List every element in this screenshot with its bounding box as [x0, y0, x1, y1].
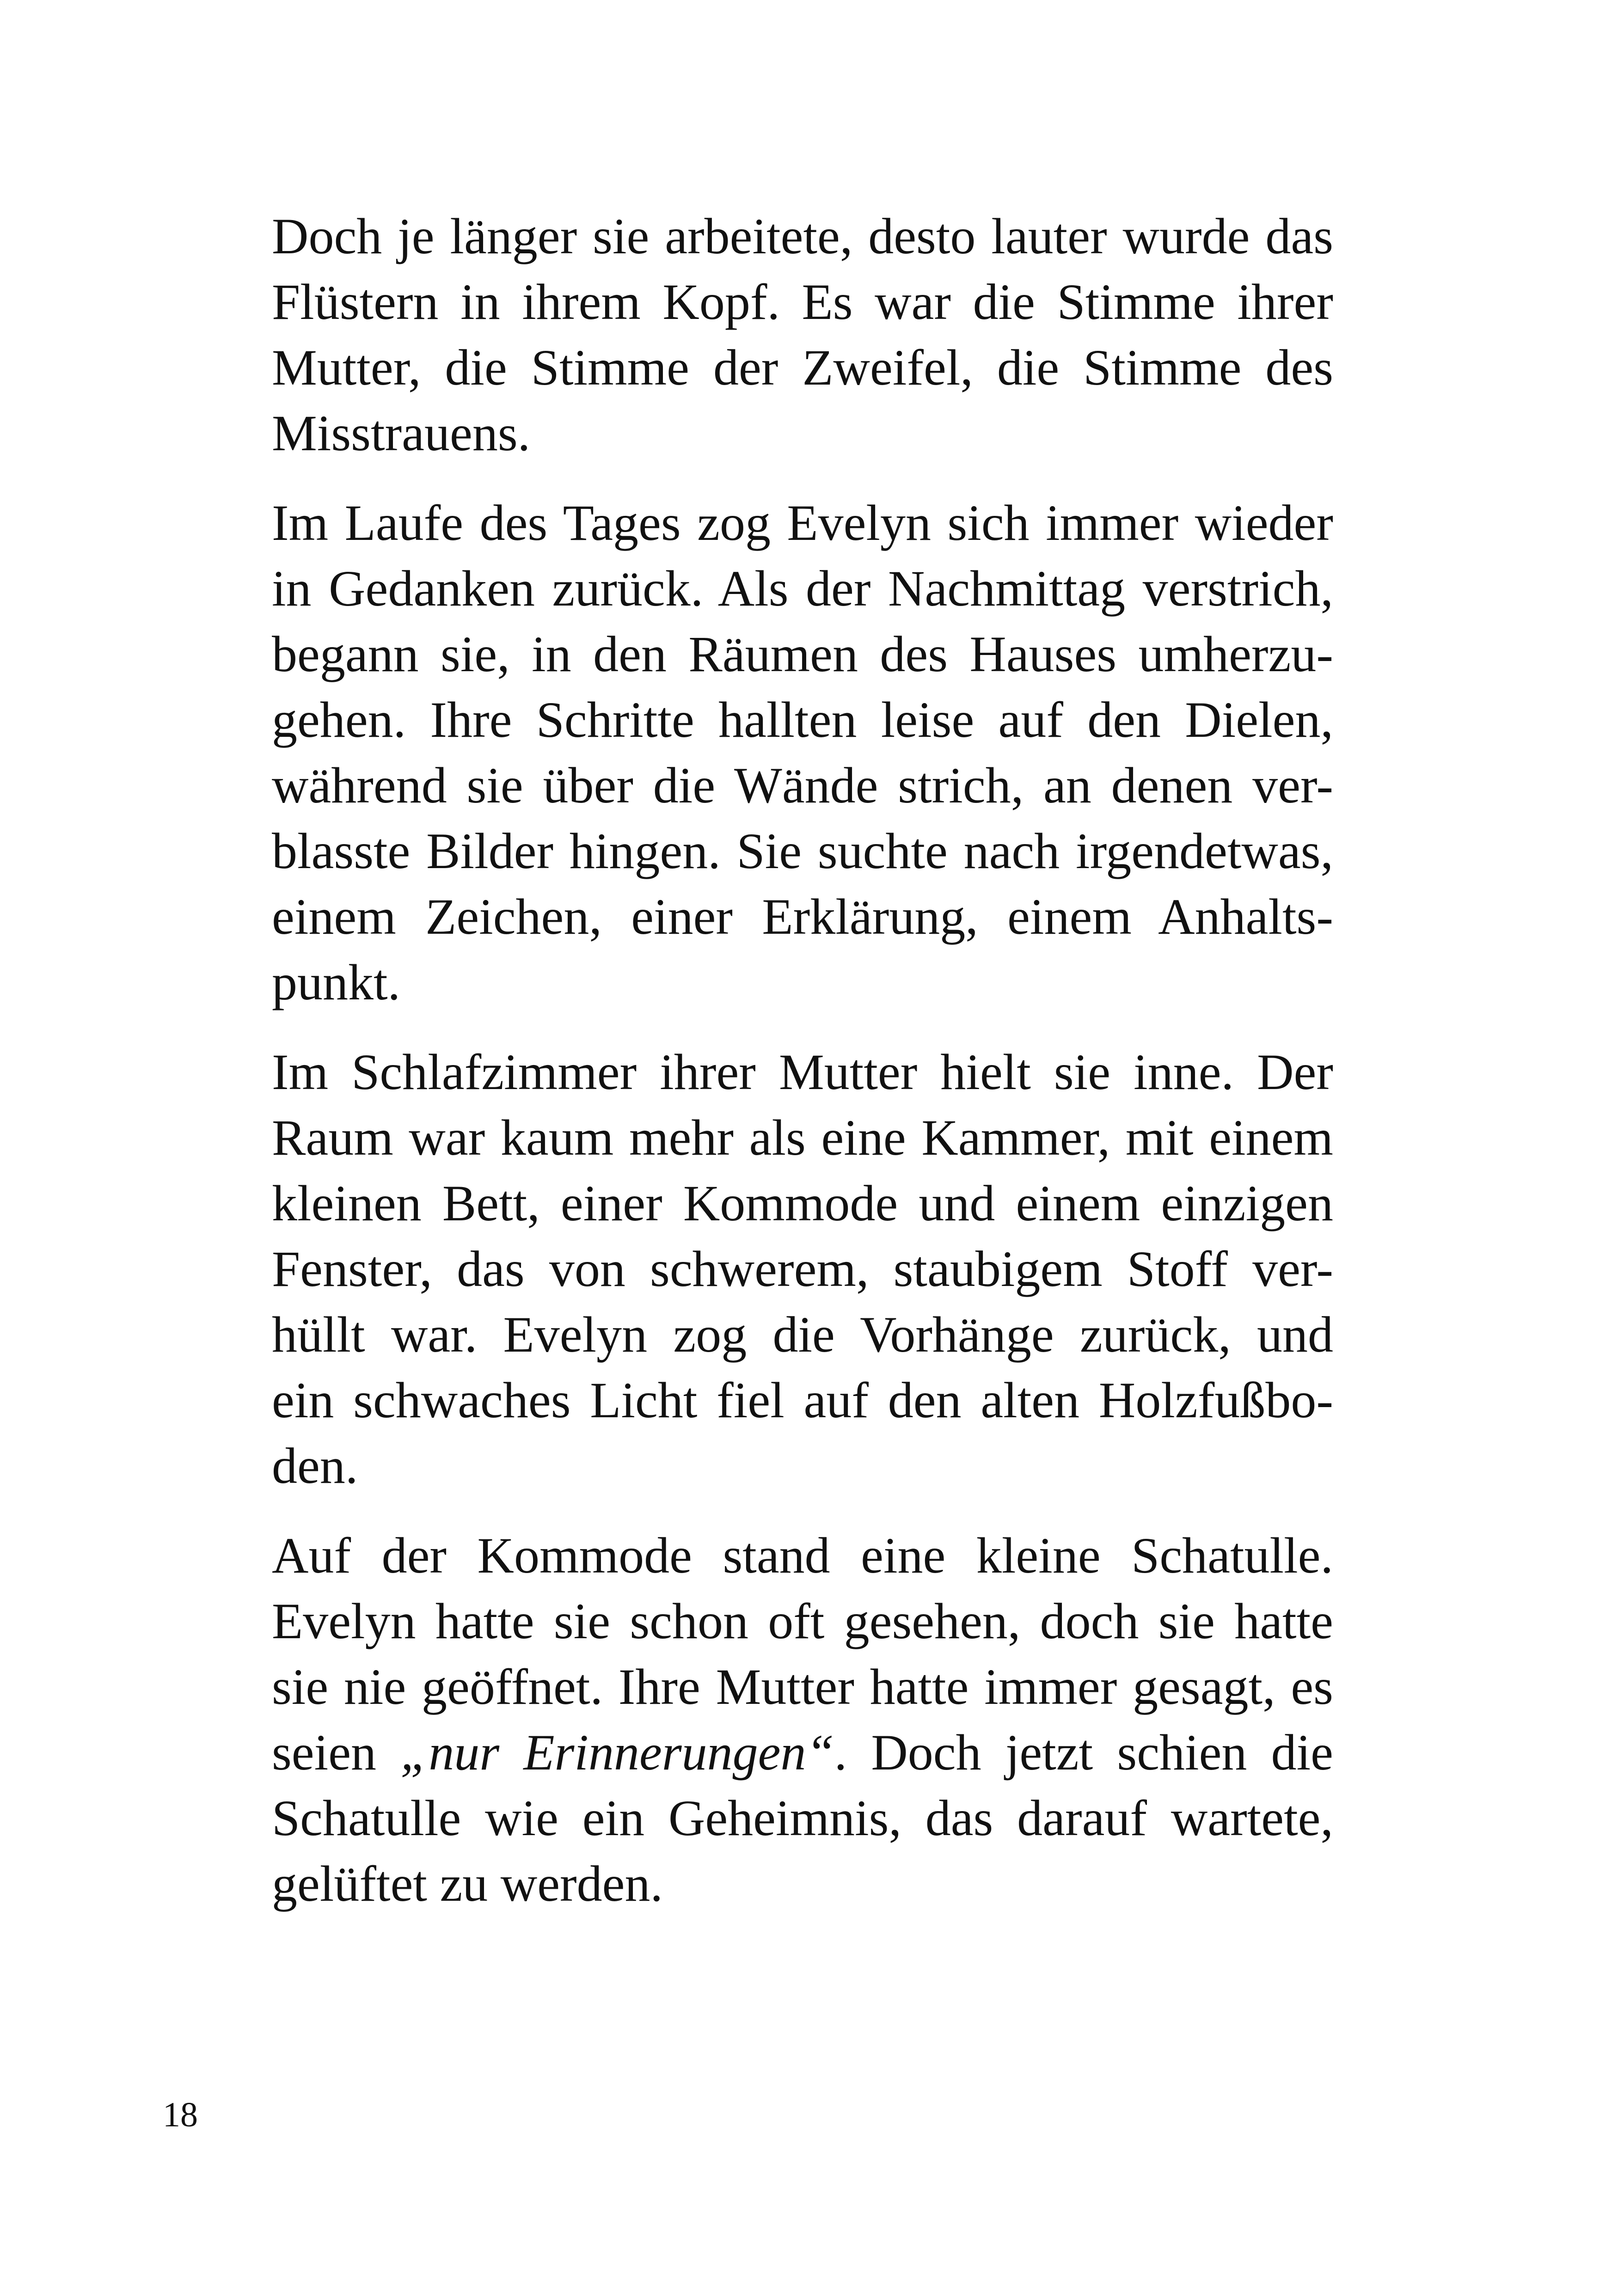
text-line: ein schwaches Licht fiel auf den alten Holzfußbo-	[272, 1372, 1333, 1428]
paragraph-2	[272, 490, 1333, 1015]
text-line: gelüftet zu werden.	[272, 1855, 663, 1912]
paragraph-4	[272, 1523, 1333, 1916]
text-line: in Gedanken zurück. Als der Nachmittag verstrich,	[272, 560, 1333, 617]
text-line: Doch je länger sie arbeitete, desto lauter wurde das	[272, 208, 1333, 264]
page-number: 18	[163, 2095, 198, 2134]
text-line: Im Schlafzimmer ihrer Mutter hielt sie inne. Der	[272, 1044, 1333, 1100]
italic-quote: „nur Erinnerungen“	[400, 1724, 834, 1781]
paragraph-1	[272, 203, 1333, 466]
text-line: Raum war kaum mehr als eine Kammer, mit einem	[272, 1109, 1333, 1166]
text-line: einem Zeichen, einer Erklärung, einem Anhalts-	[272, 888, 1333, 945]
text-line: Auf der Kommode stand eine kleine Schatulle.	[272, 1527, 1333, 1584]
text-line: Flüstern in ihrem Kopf. Es war die Stimme ihrer	[272, 274, 1333, 330]
text-line: Im Laufe des Tages zog Evelyn sich immer wieder	[272, 495, 1333, 551]
quote-line-before: seien	[272, 1724, 401, 1781]
text-line: sie nie geöffnet. Ihre Mutter hatte immer gesagt, es	[272, 1659, 1333, 1715]
text-line: Evelyn hatte sie schon oft gesehen, doch sie hatte	[272, 1593, 1333, 1649]
text-line: punkt.	[272, 954, 401, 1010]
text-line: hüllt war. Evelyn zog die Vorhänge zurück, und	[272, 1306, 1333, 1363]
quote-text-line	[272, 1720, 1333, 1785]
text-line: während sie über die Wände strich, an denen ver-	[272, 757, 1333, 814]
text-line: gehen. Ihre Schritte hallten leise auf den Dielen,	[272, 692, 1333, 748]
text-line: blasste Bilder hingen. Sie suchte nach irgendetwas,	[272, 823, 1333, 879]
text-line: Schatulle wie ein Geheimnis, das darauf wartete,	[272, 1790, 1333, 1846]
text-line: Misstrauens.	[272, 405, 531, 461]
text-line: begann sie, in den Räumen des Hauses umherzu-	[272, 626, 1333, 682]
quote-line-after: . Doch jetzt schien die	[834, 1724, 1333, 1781]
text-line: den.	[272, 1438, 358, 1494]
text-line: kleinen Bett, einer Kommode und einem einzigen	[272, 1175, 1333, 1231]
text-line: Fenster, das von schwerem, staubigem Stoff ver-	[272, 1241, 1333, 1297]
body-text	[272, 203, 1333, 1941]
text-line: Mutter, die Stimme der Zweifel, die Stimme des	[272, 339, 1333, 396]
paragraph-3	[272, 1039, 1333, 1499]
